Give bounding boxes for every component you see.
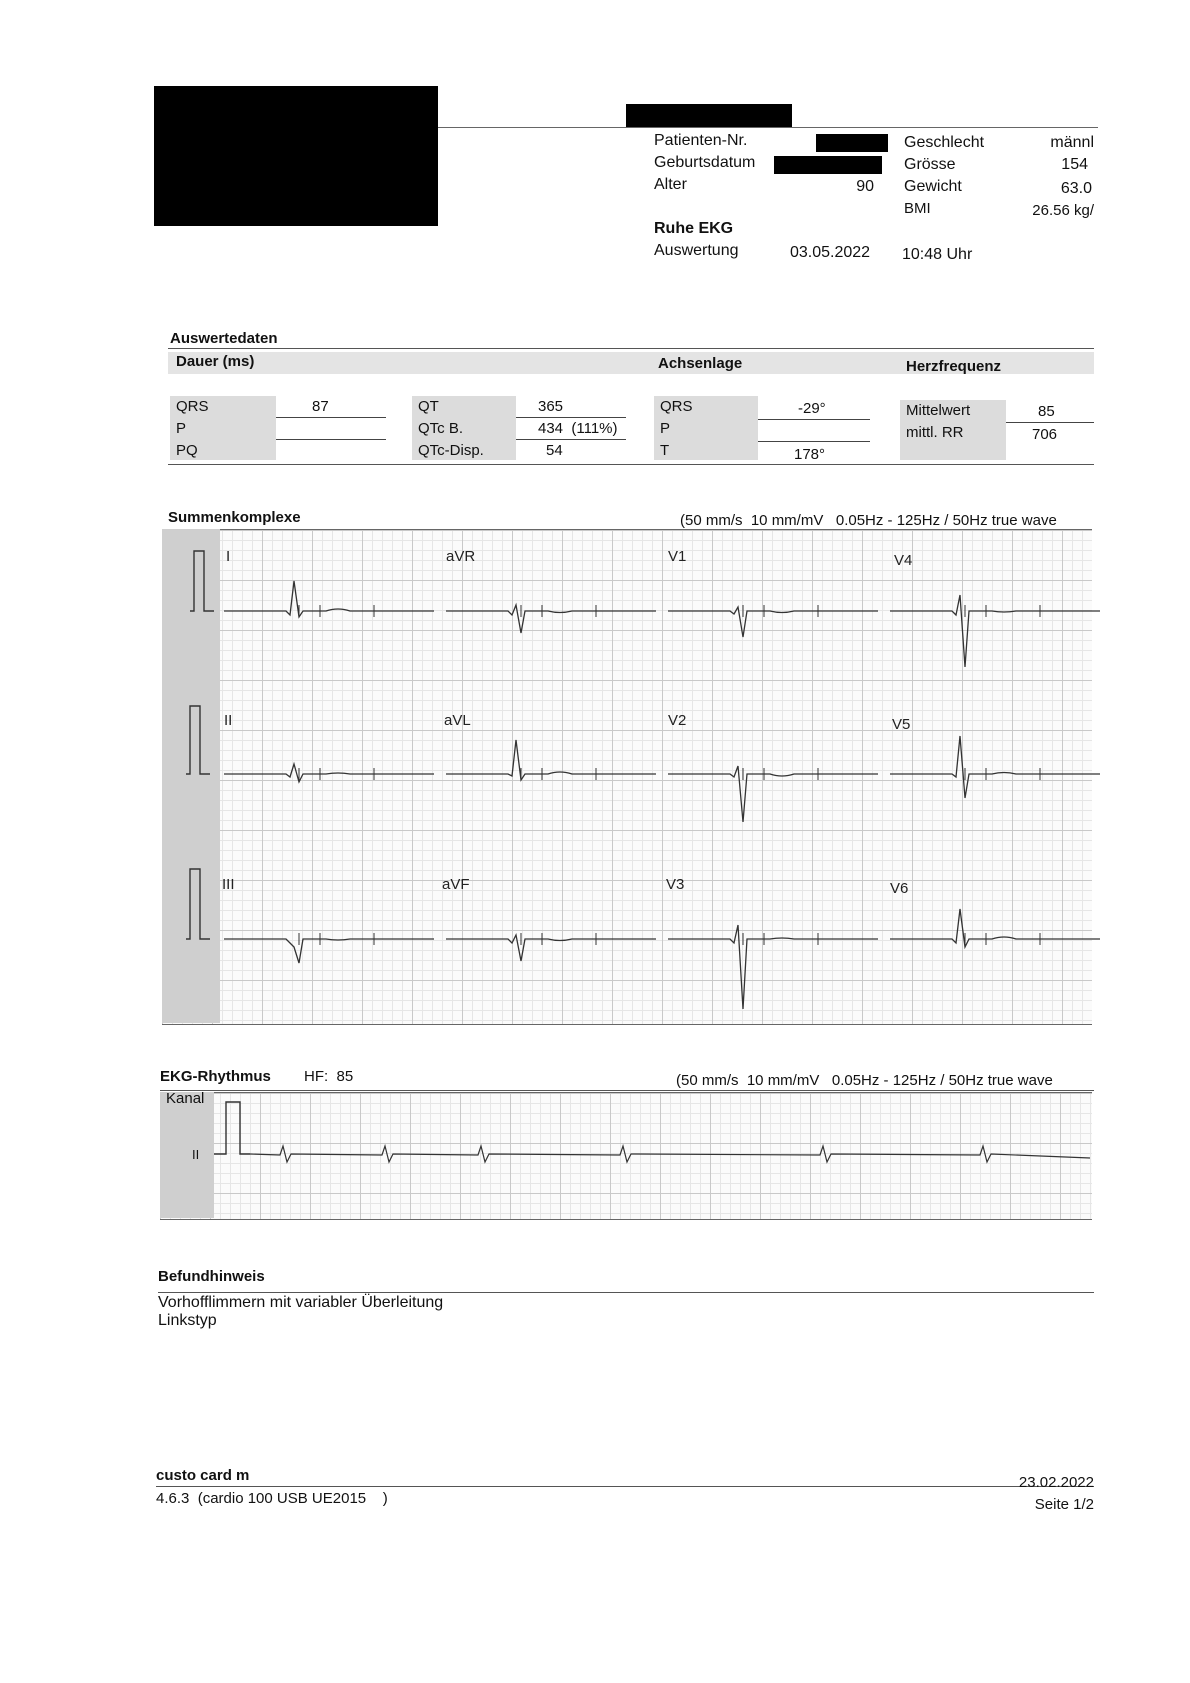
befund-line-2: Linkstyp [158,1312,217,1329]
gewicht-value: 63.0 [1060,180,1092,197]
alter-label: Alter [654,176,687,193]
lead-trace-6 [446,740,656,780]
geburtsdatum-label: Geburtsdatum [654,154,756,171]
rhythm-calibration-pulse [214,1102,250,1154]
achse-t-value: 178° [794,446,826,463]
rhythm-strip-trace [250,1146,1090,1162]
achse-qrs-line [758,419,870,420]
rhythmus-lead-label: II [192,1147,200,1162]
achse-t-label: T [660,442,670,459]
auswertung-date: 03.05.2022 [790,244,871,261]
lead-label-II: II [224,712,233,729]
rhythmus-hf: HF: 85 [304,1068,354,1085]
redacted-patient-name [626,104,792,128]
auswertung-label: Auswertung [654,242,739,259]
hf-mittelwert-label: Mittelwert [906,402,971,419]
herzfrequenz-header: Herzfrequenz [906,358,1002,375]
lead-label-aVR: aVR [446,548,476,565]
befund-title: Befundhinweis [158,1268,265,1285]
dauer-qt-line [516,417,626,418]
lead-trace-8 [890,736,1100,798]
lead-label-I: I [226,548,231,565]
lead-trace-10 [446,935,656,961]
dauer-p-label: P [176,420,187,437]
patient-nr-label: Patienten-Nr. [654,132,748,149]
lead-label-aVF: aVF [442,876,470,893]
redacted-logo-block [154,86,438,226]
befund-rule [158,1292,1094,1293]
summenkomplexe-settings: (50 mm/s 10 mm/mV 0.05Hz - 125Hz / 50Hz true wave [680,512,1057,529]
auswertedaten-title: Auswertedaten [170,330,278,347]
redacted-patient-nr [816,134,888,152]
groesse-label: Grösse [904,156,956,173]
lead-label-V5: V5 [892,716,911,733]
dauer-qrs-value: 87 [312,398,329,415]
footer-date: 23.02.2022 [1018,1474,1094,1491]
dauer-qtcb-label: QTc B. [418,420,464,437]
hf-mittelwert-line [1006,422,1094,423]
geschlecht-value: männl [1050,134,1094,151]
lead-trace-3 [668,607,878,637]
lead-trace-9 [224,939,434,963]
achse-qrs-label: QRS [660,398,693,415]
lead-trace-5 [224,764,434,782]
dauer-qtcdisp-label: QTc-Disp. [418,442,484,459]
lead-label-V2: V2 [668,712,687,729]
lead-trace-7 [668,766,878,822]
lead-trace-12 [890,909,1100,947]
footer-product: custo card m [156,1467,250,1484]
dauer-qt-value: 365 [538,398,564,415]
bmi-value: 26.56 kg/ [1032,202,1094,219]
lead-trace-11 [668,925,878,1009]
lead-label-V4: V4 [894,552,913,569]
rhythmus-kanal-label: Kanal [166,1090,205,1107]
achse-p-line [758,441,870,442]
exam-title: Ruhe EKG [654,220,734,237]
lead-trace-4 [890,595,1100,667]
bmi-label: BMI [904,200,931,217]
hf-rr-label: mittl. RR [906,424,964,441]
achse-p-label: P [660,420,671,437]
rhythmus-trace [160,1092,1092,1218]
dauer-qt-label: QT [418,398,439,415]
dauer-qtcdisp-value: 54 [546,442,563,459]
lead-label-V3: V3 [666,876,685,893]
dauer-p-line [276,439,386,440]
dauer-qrs-label: QRS [176,398,209,415]
calibration-pulse-3 [186,869,210,939]
hf-mittelwert-value: 85 [1038,403,1055,420]
auswertung-time: 10:48 Uhr [902,246,973,263]
footer-version: 4.6.3 (cardio 100 USB UE2015 ) [156,1490,388,1507]
calibration-pulse-2 [186,706,210,774]
lead-label-III: III [222,876,235,893]
hf-rr-value: 706 [1032,426,1058,443]
calibration-pulse-1 [190,551,214,611]
footer-rule [156,1486,1094,1487]
gewicht-label: Gewicht [904,178,962,195]
achsenlage-header: Achsenlage [658,355,743,372]
alter-value: 90 [856,178,874,195]
summenkomplexe-title: Summenkomplexe [168,509,301,526]
redacted-birthdate [774,156,882,174]
lead-trace-1 [224,581,434,617]
dauer-pq-label: PQ [176,442,198,459]
header-divider [438,127,1098,128]
dauer-header: Dauer (ms) [176,353,255,370]
rhythmus-top-rule [160,1090,1094,1091]
rhythmus-title: EKG-Rhythmus [160,1068,271,1085]
lead-label-aVL: aVL [444,712,471,729]
achse-qrs-value: -29° [798,400,826,417]
auswertedaten-bottom-rule [168,464,1094,465]
dauer-qrs-line [276,417,386,418]
summenkomplexe-traces [162,529,1092,1023]
auswertedaten-top-rule [168,348,1094,349]
befund-line-1: Vorhofflimmern mit variabler Überleitung [158,1294,444,1311]
geschlecht-label: Geschlecht [904,134,985,151]
footer-page: Seite 1/2 [1034,1496,1094,1513]
lead-label-V6: V6 [890,880,909,897]
lead-trace-2 [446,605,656,633]
dauer-qtcb-line [516,439,626,440]
rhythmus-settings: (50 mm/s 10 mm/mV 0.05Hz - 125Hz / 50Hz true wave [676,1072,1053,1089]
lead-label-V1: V1 [668,548,687,565]
groesse-value: 154 [1061,156,1088,173]
dauer-qtcb-value: 434 (111%) [538,420,618,437]
